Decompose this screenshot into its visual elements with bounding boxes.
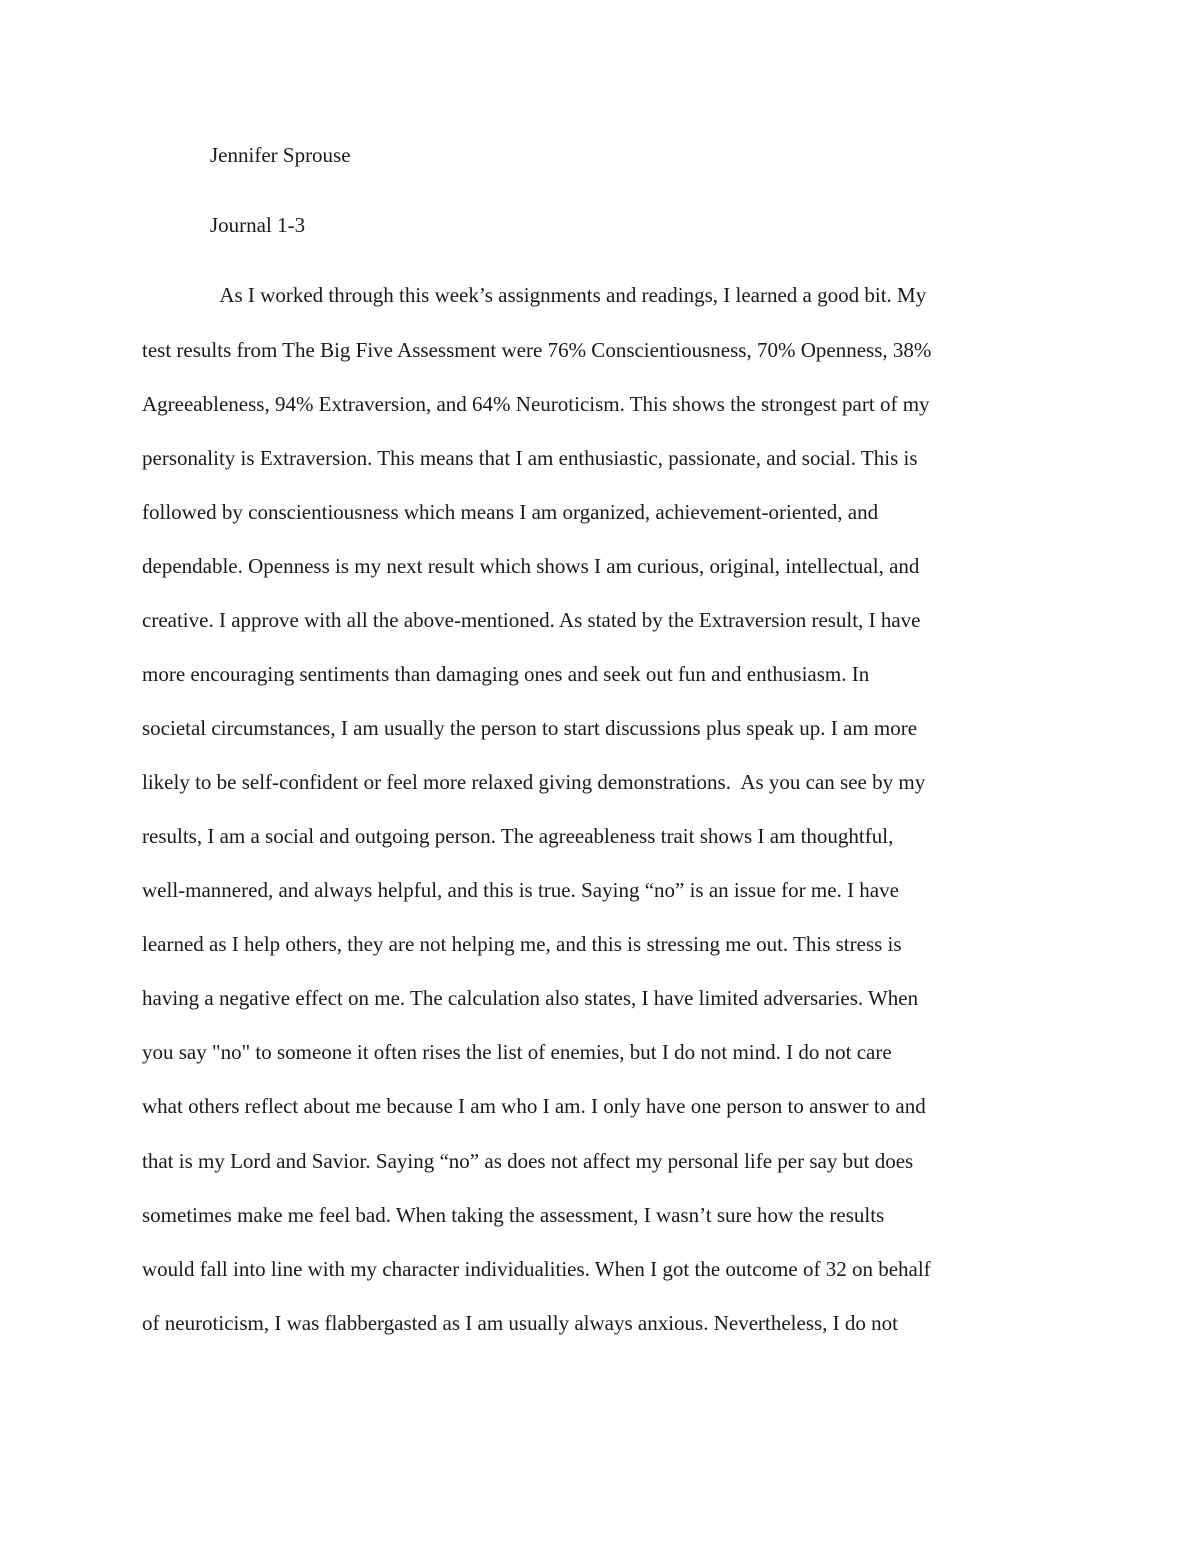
author-name: Jennifer Sprouse: [210, 143, 351, 167]
body-line: dependable. Openness is my next result which shows I am curious, original, intellectual, and: [142, 554, 920, 578]
body-line: more encouraging sentiments than damaging ones and seek out fun and enthusiasm. In: [142, 662, 870, 686]
body-line: of neuroticism, I was flabbergasted as I am usually always anxious. Nevertheless, I do not: [142, 1311, 898, 1335]
body-line: what others reflect about me because I am who I am. I only have one person to answer to and: [142, 1094, 926, 1118]
body-line: likely to be self-confident or feel more relaxed giving demonstrations. As you can see by my: [142, 770, 926, 794]
body-line: sometimes make me feel bad. When taking the assessment, I wasn’t sure how the results: [142, 1203, 885, 1227]
body-line: would fall into line with my character individualities. When I got the outcome of 32 on behalf: [142, 1257, 931, 1281]
body-line: well-mannered, and always helpful, and this is true. Saying “no” is an issue for me. I have: [142, 878, 899, 902]
body-line: learned as I help others, they are not helping me, and this is stressing me out. This stress is: [142, 932, 902, 956]
body-line: results, I am a social and outgoing person. The agreeableness trait shows I am thoughtful,: [142, 824, 894, 848]
body-line: having a negative effect on me. The calculation also states, I have limited adversaries. When: [142, 986, 919, 1010]
body-line: As I worked through this week’s assignments and readings, I learned a good bit. My: [210, 283, 927, 307]
body-line: that is my Lord and Savior. Saying “no” as does not affect my personal life per say but does: [142, 1149, 914, 1173]
body-line: Agreeableness, 94% Extraversion, and 64% Neuroticism. This shows the strongest part of my: [142, 392, 930, 416]
body-line: personality is Extraversion. This means that I am enthusiastic, passionate, and social. This is: [142, 446, 918, 470]
body-line: test results from The Big Five Assessment were 76% Conscientiousness, 70% Openness, 38%: [142, 338, 932, 362]
body-line: you say "no" to someone it often rises the list of enemies, but I do not mind. I do not care: [142, 1040, 892, 1064]
body-line: creative. I approve with all the above-mentioned. As stated by the Extraversion result, I have: [142, 608, 921, 632]
journal-title: Journal 1-3: [210, 213, 306, 237]
body-line: societal circumstances, I am usually the person to start discussions plus speak up. I am more: [142, 716, 918, 740]
body-line: followed by conscientiousness which means I am organized, achievement-oriented, and: [142, 500, 879, 524]
